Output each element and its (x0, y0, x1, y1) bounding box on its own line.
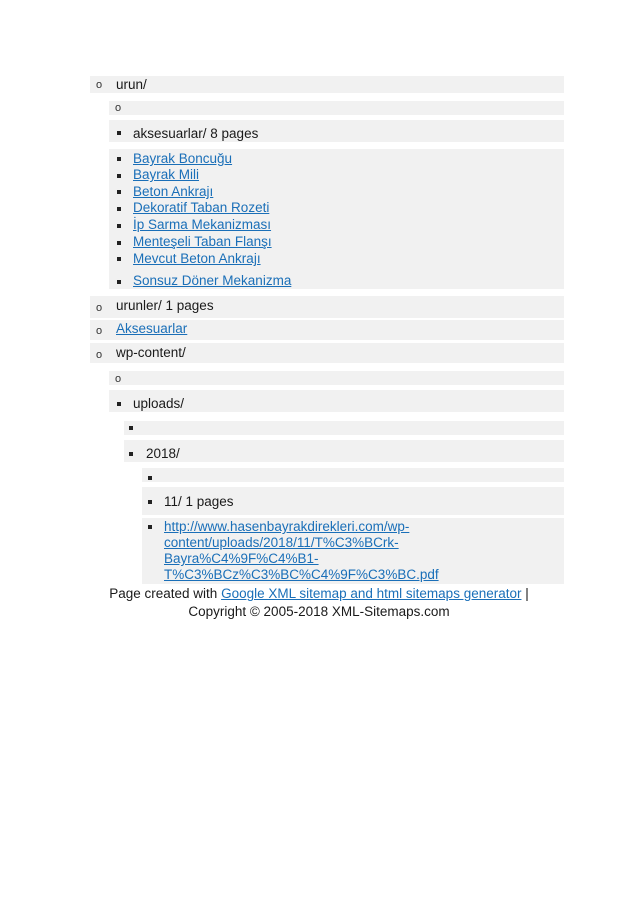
page-link[interactable]: Dekoratif Taban Rozeti (133, 200, 270, 215)
file-link-line[interactable]: http://www.hasenbayrakdirekleri.com/wp- (164, 519, 410, 534)
square-bullet-icon (117, 131, 121, 135)
footer-prefix: Page created with (109, 586, 222, 601)
square-bullet-icon (148, 525, 152, 529)
square-bullet-icon (117, 174, 121, 178)
square-bullet-icon (129, 426, 133, 430)
footer-credit (0, 585, 638, 603)
folder-label-wp-content: wp-content/ (116, 345, 186, 360)
circle-bullet-icon: o (96, 79, 103, 91)
folder-label-2018: 2018/ (146, 446, 180, 461)
square-bullet-icon (117, 190, 121, 194)
square-bullet-icon (117, 224, 121, 228)
page-link[interactable]: Mevcut Beton Ankrajı (133, 251, 261, 266)
generator-link[interactable]: Google XML sitemap and html sitemaps generator (221, 586, 522, 601)
file-link-line[interactable]: Bayra%C4%9F%C4%B1- (164, 551, 319, 566)
folder-label-aksesuarlar: aksesuarlar/ 8 pages (133, 126, 259, 141)
folder-label-urun: urun/ (116, 77, 147, 92)
circle-bullet-icon: o (96, 302, 103, 314)
tree-row-empty (109, 101, 564, 115)
square-bullet-icon (129, 452, 133, 456)
tree-row-empty (142, 468, 564, 482)
circle-bullet-icon: o (96, 349, 103, 361)
square-bullet-icon (117, 157, 121, 161)
circle-bullet-icon: o (115, 102, 122, 114)
tree-row-urun (90, 76, 564, 93)
file-link-line[interactable]: T%C3%BCz%C3%BC%C4%9F%C3%BC.pdf (164, 567, 439, 582)
square-bullet-icon (117, 207, 121, 211)
tree-row-empty (124, 421, 564, 435)
page-link[interactable]: Beton Ankrajı (133, 184, 214, 199)
tree-row-2018 (124, 440, 564, 462)
page-link[interactable]: Bayrak Mili (133, 167, 200, 182)
page-link[interactable]: İp Sarma Mekanizması (133, 217, 272, 232)
folder-label-11: 11/ 1 pages (164, 494, 234, 509)
page-link[interactable]: Menteşeli Taban Flanşı (133, 234, 272, 249)
tree-row-empty (109, 371, 564, 385)
square-bullet-icon (117, 257, 121, 261)
square-bullet-icon (117, 402, 121, 406)
square-bullet-icon (117, 241, 121, 245)
page-link-aksesuarlar[interactable]: Aksesuarlar (116, 321, 188, 336)
file-link-line[interactable]: content/uploads/2018/11/T%C3%BCrk- (164, 535, 399, 550)
page-link[interactable]: Bayrak Boncuğu (133, 151, 233, 166)
folder-label-uploads: uploads/ (133, 396, 185, 411)
circle-bullet-icon: o (115, 373, 122, 385)
folder-label-urunler: urunler/ 1 pages (116, 298, 214, 313)
square-bullet-icon (148, 476, 152, 480)
footer-copyright: Copyright © 2005-2018 XML-Sitemaps.com (188, 604, 450, 619)
circle-bullet-icon: o (96, 325, 103, 337)
square-bullet-icon (117, 280, 121, 284)
square-bullet-icon (148, 500, 152, 504)
page-link[interactable]: Sonsuz Döner Mekanizma (133, 273, 292, 288)
footer-separator: | (521, 586, 529, 601)
